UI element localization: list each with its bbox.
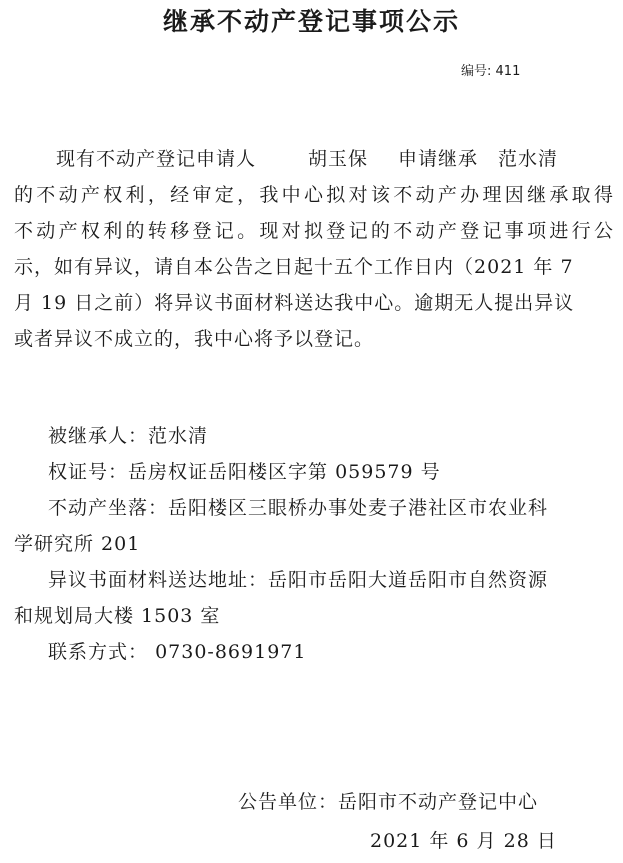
location-value-line1: 岳阳楼区三眼桥办事处麦子港社区市农业科 <box>168 497 549 519</box>
applicant-name: 胡玉保 <box>308 148 369 170</box>
serial-label: 编号: <box>461 64 492 79</box>
location-label: 不动产坐落： <box>48 497 169 519</box>
body-line-5: 月 19 日之前）将异议书面材料送达我中心。逾期无人提出异议 <box>14 292 575 314</box>
issuing-unit <box>238 787 538 817</box>
announcement-body <box>14 141 614 357</box>
contact-label: 联系方式： <box>48 641 149 663</box>
year-char: 年 <box>533 256 554 278</box>
contact-row <box>48 634 614 670</box>
objection-address-label: 异议书面材料送达地址： <box>48 569 269 591</box>
deadline-day: 19 <box>41 292 68 314</box>
body-line-1-start: 现有不动产登记申请人 <box>56 148 257 170</box>
objection-address-row <box>48 562 614 598</box>
document-title: 继承不动产登记事项公示 <box>162 7 460 36</box>
location-row <box>48 490 614 526</box>
certificate-row <box>48 454 614 490</box>
body-line-4 <box>14 249 614 285</box>
body-line-2: 的不动产权利，经审定，我中心拟对该不动产办理因继承取得 <box>14 184 614 206</box>
contact-value: 0730-8691971 <box>155 641 307 663</box>
decedent-name: 范水清 <box>498 148 559 170</box>
deadline-year: 2021 <box>474 256 527 278</box>
property-details <box>14 418 614 670</box>
apply-inherit-text: 申请继承 <box>398 148 479 170</box>
body-line-1 <box>14 141 614 177</box>
certificate-number: 059579 <box>335 461 414 483</box>
body-line-4-text: 示，如有异议，请自本公告之日起十五个工作日内（ <box>14 256 475 278</box>
location-value-line2: 学研究所 201 <box>14 533 141 555</box>
deadline-month: 7 <box>560 256 574 278</box>
serial-number <box>461 63 520 81</box>
body-line-3: 不动产权利的转移登记。现对拟登记的不动产登记事项进行公 <box>14 220 614 242</box>
certificate-suffix: 号 <box>420 461 441 483</box>
issuing-unit-value: 岳阳市不动产登记中心 <box>338 791 539 813</box>
inheritee-row <box>48 418 614 454</box>
issue-date: 2021 年 6 月 28 日 <box>370 830 557 852</box>
objection-address-line1: 岳阳市岳阳大道岳阳市自然资源 <box>268 569 549 591</box>
body-line-5-text: 日之前）将异议书面材料送达我中心。逾期无人提出异议 <box>74 292 575 314</box>
certificate-label: 权证号： <box>48 461 129 483</box>
certificate-text: 岳房权证岳阳楼区字第 <box>128 461 329 483</box>
issuing-unit-label: 公告单位： <box>238 791 339 813</box>
inheritee-label: 被继承人： <box>48 425 149 447</box>
serial-value: 411 <box>495 64 521 79</box>
inheritee-value: 范水清 <box>148 425 209 447</box>
objection-address-line2: 和规划局大楼 1503 室 <box>14 605 221 627</box>
body-line-6: 或者异议不成立的，我中心将予以登记。 <box>14 328 375 350</box>
